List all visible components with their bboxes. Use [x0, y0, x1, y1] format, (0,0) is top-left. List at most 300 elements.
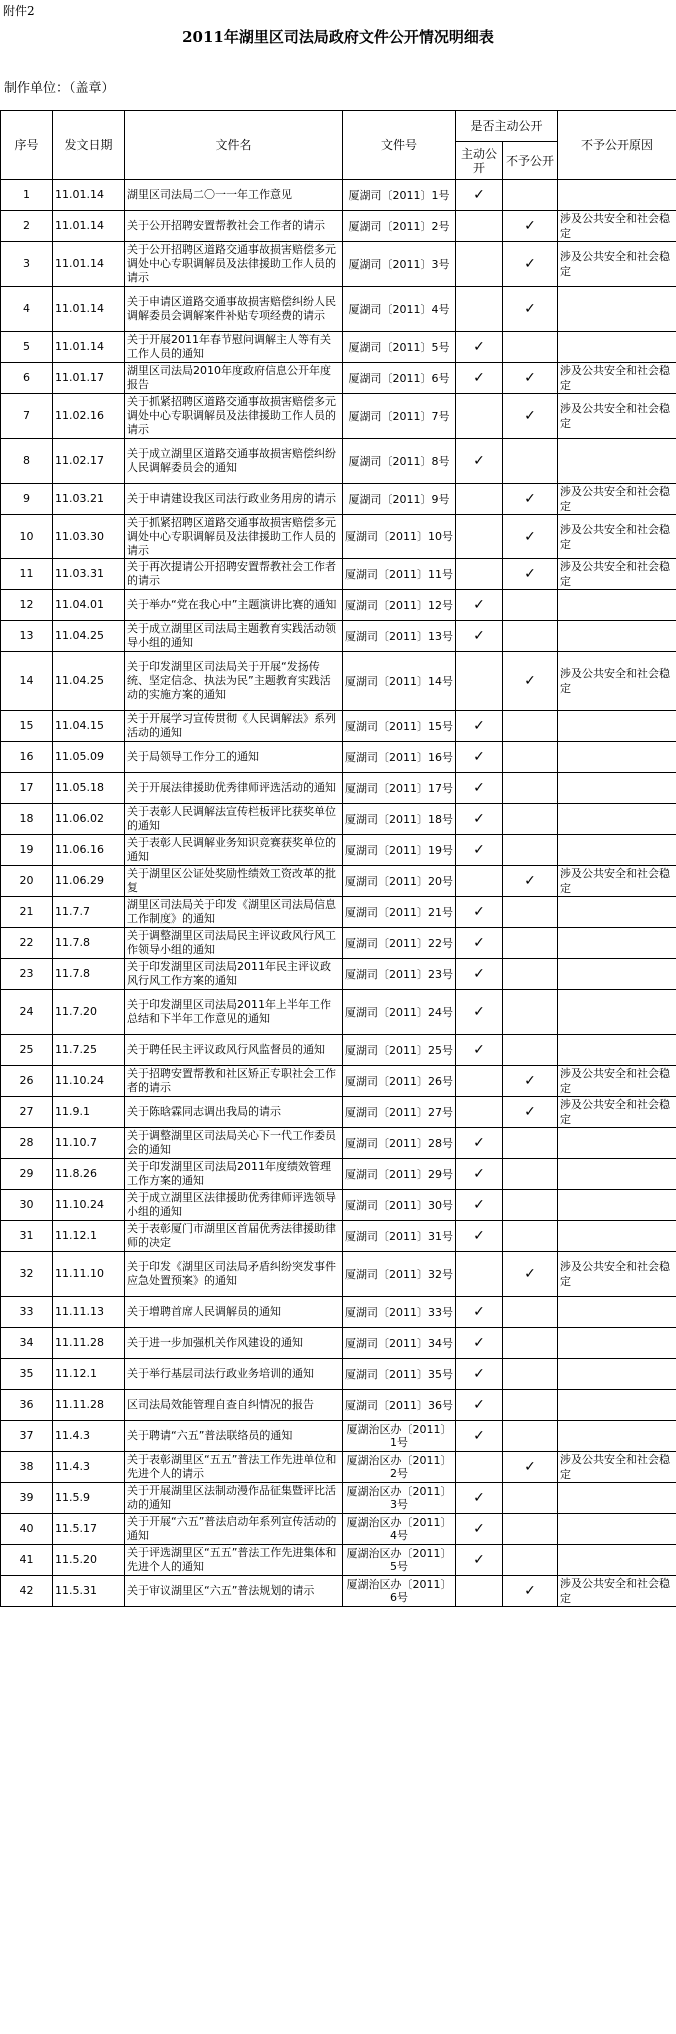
row-not-public-check — [503, 484, 558, 515]
row-doc-number: 厦湖司〔2011〕27号 — [343, 1097, 456, 1128]
row-active-check — [456, 742, 503, 773]
row-active-check — [456, 1297, 503, 1328]
table-row — [1, 1359, 676, 1390]
check-mark-icon: ✓ — [473, 904, 485, 920]
row-no: 14 — [1, 652, 53, 711]
row-date: 11.7.25 — [53, 1035, 125, 1066]
row-no: 35 — [1, 1359, 53, 1390]
check-mark-icon: ✓ — [473, 1135, 485, 1151]
row-active-check — [456, 1545, 503, 1576]
table-row — [1, 363, 676, 394]
disclosure-table — [0, 110, 676, 1607]
row-date: 11.12.1 — [53, 1221, 125, 1252]
check-mark-icon: ✓ — [473, 187, 485, 203]
row-date: 11.5.20 — [53, 1545, 125, 1576]
row-active-check — [456, 1097, 503, 1128]
check-mark-icon: ✓ — [524, 1073, 536, 1089]
row-date: 11.8.26 — [53, 1159, 125, 1190]
check-mark-icon: ✓ — [473, 1004, 485, 1020]
row-doc-number: 厦湖治区办〔2011〕5号 — [343, 1545, 456, 1576]
row-date: 11.4.3 — [53, 1421, 125, 1452]
row-doc-number: 厦湖司〔2011〕24号 — [343, 990, 456, 1035]
row-doc-number: 厦湖司〔2011〕4号 — [343, 287, 456, 332]
row-no: 15 — [1, 711, 53, 742]
row-date: 11.04.25 — [53, 652, 125, 711]
row-doc-name: 关于印发《湖里区司法局矛盾纠纷突发事件应急处置预案》的通知 — [125, 1252, 343, 1297]
row-not-public-check — [503, 1483, 558, 1514]
table-row — [1, 897, 676, 928]
row-no: 22 — [1, 928, 53, 959]
row-no: 12 — [1, 590, 53, 621]
row-date: 11.03.31 — [53, 559, 125, 590]
row-not-public-check — [503, 363, 558, 394]
row-date: 11.03.30 — [53, 515, 125, 559]
check-mark-icon: ✓ — [524, 1583, 536, 1599]
row-not-public-check — [503, 835, 558, 866]
row-reason — [558, 621, 676, 652]
row-date: 11.06.16 — [53, 835, 125, 866]
row-date: 11.5.17 — [53, 1514, 125, 1545]
row-doc-number: 厦湖司〔2011〕3号 — [343, 242, 456, 287]
row-reason: 涉及公共安全和社会稳定 — [558, 1066, 676, 1097]
header-public-group: 是否主动公开 — [456, 111, 558, 142]
row-doc-number: 厦湖司〔2011〕23号 — [343, 959, 456, 990]
row-active-check — [456, 1576, 503, 1607]
row-no: 33 — [1, 1297, 53, 1328]
row-no: 28 — [1, 1128, 53, 1159]
row-active-check — [456, 1066, 503, 1097]
row-active-check — [456, 1514, 503, 1545]
row-date: 11.01.14 — [53, 242, 125, 287]
table-body — [1, 180, 676, 1607]
row-not-public-check — [503, 439, 558, 484]
row-active-check — [456, 804, 503, 835]
row-reason: 涉及公共安全和社会稳定 — [558, 394, 676, 439]
row-date: 11.05.18 — [53, 773, 125, 804]
row-doc-name: 关于公开招聘区道路交通事故损害赔偿多元调处中心专职调解员及法律援助工作人员的请示 — [125, 242, 343, 287]
check-mark-icon: ✓ — [473, 597, 485, 613]
row-no: 8 — [1, 439, 53, 484]
row-not-public-check — [503, 1545, 558, 1576]
table-row — [1, 804, 676, 835]
row-no: 7 — [1, 394, 53, 439]
check-mark-icon: ✓ — [524, 528, 536, 545]
row-doc-number: 厦湖司〔2011〕30号 — [343, 1190, 456, 1221]
row-not-public-check — [503, 959, 558, 990]
row-reason: 涉及公共安全和社会稳定 — [558, 1097, 676, 1128]
table-row — [1, 621, 676, 652]
row-no: 16 — [1, 742, 53, 773]
row-reason — [558, 180, 676, 211]
table-row — [1, 835, 676, 866]
row-active-check — [456, 1128, 503, 1159]
row-no: 11 — [1, 559, 53, 590]
check-mark-icon: ✓ — [473, 1304, 485, 1320]
row-date: 11.04.25 — [53, 621, 125, 652]
row-doc-number: 厦湖治区办〔2011〕3号 — [343, 1483, 456, 1514]
check-mark-icon: ✓ — [473, 453, 485, 469]
row-date: 11.7.20 — [53, 990, 125, 1035]
check-mark-icon: ✓ — [473, 628, 485, 644]
table-row — [1, 1421, 676, 1452]
row-not-public-check — [503, 652, 558, 711]
row-date: 11.10.24 — [53, 1066, 125, 1097]
row-not-public-check — [503, 1421, 558, 1452]
row-not-public-check — [503, 515, 558, 559]
row-not-public-check — [503, 1190, 558, 1221]
row-doc-name: 关于举办“党在我心中”主题演讲比赛的通知 — [125, 590, 343, 621]
row-doc-name: 关于湖里区公证处奖励性绩效工资改革的批复 — [125, 866, 343, 897]
row-doc-number: 厦湖司〔2011〕29号 — [343, 1159, 456, 1190]
row-not-public-check — [503, 1328, 558, 1359]
row-active-check — [456, 332, 503, 363]
table-row — [1, 439, 676, 484]
row-no: 36 — [1, 1390, 53, 1421]
row-not-public-check — [503, 928, 558, 959]
row-not-public-check — [503, 1452, 558, 1483]
row-not-public-check — [503, 394, 558, 439]
row-date: 11.01.17 — [53, 363, 125, 394]
row-doc-name: 关于申请区道路交通事故损害赔偿纠纷人民调解委员会调解案件补贴专项经费的请示 — [125, 287, 343, 332]
row-doc-number: 厦湖司〔2011〕5号 — [343, 332, 456, 363]
row-not-public-check — [503, 1514, 558, 1545]
row-not-public-check — [503, 1390, 558, 1421]
row-reason: 涉及公共安全和社会稳定 — [558, 363, 676, 394]
row-no: 6 — [1, 363, 53, 394]
row-doc-number: 厦湖司〔2011〕32号 — [343, 1252, 456, 1297]
check-mark-icon: ✓ — [524, 370, 536, 386]
row-reason: 涉及公共安全和社会稳定 — [558, 242, 676, 287]
row-doc-name: 关于成立湖里区法律援助优秀律师评选领导小组的通知 — [125, 1190, 343, 1221]
row-no: 34 — [1, 1328, 53, 1359]
row-date: 11.11.10 — [53, 1252, 125, 1297]
row-doc-number: 厦湖司〔2011〕9号 — [343, 484, 456, 515]
row-date: 11.9.1 — [53, 1097, 125, 1128]
row-doc-name: 关于审议湖里区“六五”普法规划的请示 — [125, 1576, 343, 1607]
row-not-public-check — [503, 897, 558, 928]
row-date: 11.5.9 — [53, 1483, 125, 1514]
row-doc-name: 关于评选湖里区“五五”普法工作先进集体和先进个人的通知 — [125, 1545, 343, 1576]
row-reason — [558, 742, 676, 773]
row-doc-name: 关于开展“六五”普法启动年系列宣传活动的通知 — [125, 1514, 343, 1545]
row-reason — [558, 711, 676, 742]
row-doc-name: 区司法局效能管理自查自纠情况的报告 — [125, 1390, 343, 1421]
row-no: 23 — [1, 959, 53, 990]
check-mark-icon: ✓ — [524, 301, 536, 317]
row-reason — [558, 1421, 676, 1452]
row-date: 11.7.7 — [53, 897, 125, 928]
table-row — [1, 1576, 676, 1607]
row-active-check — [456, 1159, 503, 1190]
row-doc-name: 关于印发湖里区司法局关于开展“发扬传统、坚定信念、执法为民”主题教育实践活动的实施方案的通知 — [125, 652, 343, 711]
check-mark-icon: ✓ — [473, 749, 485, 765]
row-reason — [558, 590, 676, 621]
table-row — [1, 1514, 676, 1545]
row-doc-name: 关于局领导工作分工的通知 — [125, 742, 343, 773]
row-not-public-check — [503, 559, 558, 590]
row-doc-name: 关于招聘安置帮教和社区矫正专职社会工作者的请示 — [125, 1066, 343, 1097]
check-mark-icon: ✓ — [524, 566, 536, 582]
row-doc-number: 厦湖司〔2011〕26号 — [343, 1066, 456, 1097]
check-mark-icon: ✓ — [473, 1428, 485, 1444]
row-doc-name: 关于申请建设我区司法行政业务用房的请示 — [125, 484, 343, 515]
attachment-label: 附件2 — [3, 4, 35, 18]
row-no: 39 — [1, 1483, 53, 1514]
row-no: 9 — [1, 484, 53, 515]
row-no: 37 — [1, 1421, 53, 1452]
row-doc-number: 厦湖司〔2011〕8号 — [343, 439, 456, 484]
row-doc-number: 厦湖司〔2011〕35号 — [343, 1359, 456, 1390]
row-doc-number: 厦湖司〔2011〕25号 — [343, 1035, 456, 1066]
row-reason: 涉及公共安全和社会稳定 — [558, 1252, 676, 1297]
row-doc-name: 关于印发湖里区司法局2011年民主评议政风行风工作方案的通知 — [125, 959, 343, 990]
table-row — [1, 287, 676, 332]
row-not-public-check — [503, 711, 558, 742]
row-doc-number: 厦湖司〔2011〕31号 — [343, 1221, 456, 1252]
row-no: 4 — [1, 287, 53, 332]
row-not-public-check — [503, 866, 558, 897]
table-row — [1, 959, 676, 990]
row-reason — [558, 1128, 676, 1159]
row-doc-name: 关于调整湖里区司法局民主评议政风行风工作领导小组的通知 — [125, 928, 343, 959]
check-mark-icon: ✓ — [473, 1335, 485, 1351]
row-doc-name: 关于聘请“六五”普法联络员的通知 — [125, 1421, 343, 1452]
check-mark-icon: ✓ — [524, 1104, 536, 1120]
row-not-public-check — [503, 990, 558, 1035]
row-no: 24 — [1, 990, 53, 1035]
row-reason — [558, 1297, 676, 1328]
header-active: 主动公开 — [456, 142, 503, 180]
row-active-check — [456, 1252, 503, 1297]
row-active-check — [456, 897, 503, 928]
row-active-check — [456, 1421, 503, 1452]
row-reason — [558, 804, 676, 835]
row-not-public-check — [503, 1252, 558, 1297]
row-not-public-check — [503, 1159, 558, 1190]
header-name: 文件名 — [125, 111, 343, 180]
row-active-check — [456, 484, 503, 515]
row-doc-name: 关于再次提请公开招聘安置帮教社会工作者的请示 — [125, 559, 343, 590]
row-not-public-check — [503, 773, 558, 804]
row-active-check — [456, 835, 503, 866]
row-date: 11.01.14 — [53, 211, 125, 242]
row-doc-number: 厦湖司〔2011〕15号 — [343, 711, 456, 742]
row-reason: 涉及公共安全和社会稳定 — [558, 211, 676, 242]
row-doc-name: 关于进一步加强机关作风建设的通知 — [125, 1328, 343, 1359]
row-doc-number: 厦湖司〔2011〕10号 — [343, 515, 456, 559]
row-date: 11.12.1 — [53, 1359, 125, 1390]
row-not-public-check — [503, 332, 558, 363]
row-no: 18 — [1, 804, 53, 835]
row-date: 11.06.29 — [53, 866, 125, 897]
row-not-public-check — [503, 1221, 558, 1252]
row-doc-name: 关于调整湖里区司法局关心下一代工作委员会的通知 — [125, 1128, 343, 1159]
check-mark-icon: ✓ — [473, 1366, 485, 1382]
row-active-check — [456, 211, 503, 242]
row-doc-number: 厦湖司〔2011〕33号 — [343, 1297, 456, 1328]
table-row — [1, 1545, 676, 1576]
row-no: 5 — [1, 332, 53, 363]
row-reason — [558, 773, 676, 804]
row-doc-number: 厦湖司〔2011〕22号 — [343, 928, 456, 959]
check-mark-icon: ✓ — [473, 1197, 485, 1213]
header-doc-no: 文件号 — [343, 111, 456, 180]
table-row — [1, 1297, 676, 1328]
table-row — [1, 990, 676, 1035]
table-row — [1, 515, 676, 559]
check-mark-icon: ✓ — [473, 966, 485, 982]
table-row — [1, 1328, 676, 1359]
row-doc-number: 厦湖司〔2011〕6号 — [343, 363, 456, 394]
table-row — [1, 1190, 676, 1221]
row-date: 11.01.14 — [53, 287, 125, 332]
row-doc-name: 关于表彰厦门市湖里区首届优秀法律援助律师的决定 — [125, 1221, 343, 1252]
row-reason — [558, 1035, 676, 1066]
check-mark-icon: ✓ — [473, 1552, 485, 1568]
row-not-public-check — [503, 1576, 558, 1607]
row-no: 31 — [1, 1221, 53, 1252]
row-doc-name: 关于表彰湖里区“五五”普法工作先进单位和先进个人的请示 — [125, 1452, 343, 1483]
row-active-check — [456, 959, 503, 990]
table-row — [1, 742, 676, 773]
row-not-public-check — [503, 1097, 558, 1128]
row-doc-name: 湖里区司法局关于印发《湖里区司法局信息工作制度》的通知 — [125, 897, 343, 928]
row-active-check — [456, 363, 503, 394]
row-doc-number: 厦湖司〔2011〕20号 — [343, 866, 456, 897]
row-reason — [558, 835, 676, 866]
check-mark-icon: ✓ — [524, 408, 536, 424]
row-not-public-check — [503, 287, 558, 332]
row-reason — [558, 959, 676, 990]
check-mark-icon: ✓ — [473, 1228, 485, 1244]
row-doc-name: 关于成立湖里区司法局主题教育实践活动领导小组的通知 — [125, 621, 343, 652]
check-mark-icon: ✓ — [473, 370, 485, 386]
check-mark-icon: ✓ — [524, 256, 536, 272]
header-reason: 不予公开原因 — [558, 111, 676, 180]
row-active-check — [456, 439, 503, 484]
row-active-check — [456, 1390, 503, 1421]
row-reason: 涉及公共安全和社会稳定 — [558, 515, 676, 559]
check-mark-icon: ✓ — [473, 718, 485, 734]
row-reason — [558, 1545, 676, 1576]
row-doc-number: 厦湖司〔2011〕7号 — [343, 394, 456, 439]
row-active-check — [456, 242, 503, 287]
row-active-check — [456, 990, 503, 1035]
check-mark-icon: ✓ — [524, 673, 536, 689]
row-active-check — [456, 515, 503, 559]
check-mark-icon: ✓ — [473, 1490, 485, 1506]
row-active-check — [456, 711, 503, 742]
row-doc-number: 厦湖治区办〔2011〕6号 — [343, 1576, 456, 1607]
row-doc-number: 厦湖司〔2011〕11号 — [343, 559, 456, 590]
row-doc-name: 关于增聘首席人民调解员的通知 — [125, 1297, 343, 1328]
row-doc-name: 关于抓紧招聘区道路交通事故损害赔偿多元调处中心专职调解员及法律援助工作人员的请示 — [125, 515, 343, 559]
row-reason: 涉及公共安全和社会稳定 — [558, 866, 676, 897]
row-doc-name: 湖里区司法局2010年度政府信息公开年度报告 — [125, 363, 343, 394]
table-row — [1, 1221, 676, 1252]
row-doc-name: 湖里区司法局二〇一一年工作意见 — [125, 180, 343, 211]
row-not-public-check — [503, 621, 558, 652]
row-active-check — [456, 773, 503, 804]
row-reason — [558, 1221, 676, 1252]
row-reason — [558, 990, 676, 1035]
row-no: 20 — [1, 866, 53, 897]
row-doc-name: 关于开展学习宣传贯彻《人民调解法》系列活动的通知 — [125, 711, 343, 742]
row-no: 21 — [1, 897, 53, 928]
check-mark-icon: ✓ — [524, 1459, 536, 1475]
row-no: 10 — [1, 515, 53, 559]
header-no: 序号 — [1, 111, 53, 180]
row-active-check — [456, 1221, 503, 1252]
row-date: 11.02.16 — [53, 394, 125, 439]
row-reason: 涉及公共安全和社会稳定 — [558, 1452, 676, 1483]
row-date: 11.04.01 — [53, 590, 125, 621]
row-no: 30 — [1, 1190, 53, 1221]
row-date: 11.04.15 — [53, 711, 125, 742]
row-reason — [558, 1359, 676, 1390]
row-doc-number: 厦湖司〔2011〕14号 — [343, 652, 456, 711]
row-no: 41 — [1, 1545, 53, 1576]
row-not-public-check — [503, 742, 558, 773]
row-doc-number: 厦湖司〔2011〕16号 — [343, 742, 456, 773]
row-doc-number: 厦湖司〔2011〕21号 — [343, 897, 456, 928]
row-active-check — [456, 394, 503, 439]
row-doc-number: 厦湖司〔2011〕13号 — [343, 621, 456, 652]
unit-label: 制作单位：（盖章） — [4, 81, 115, 96]
row-not-public-check — [503, 804, 558, 835]
row-doc-number: 厦湖司〔2011〕28号 — [343, 1128, 456, 1159]
row-date: 11.11.28 — [53, 1390, 125, 1421]
row-reason: 涉及公共安全和社会稳定 — [558, 652, 676, 711]
row-reason — [558, 897, 676, 928]
table-row — [1, 242, 676, 287]
table-row — [1, 1159, 676, 1190]
row-active-check — [456, 1359, 503, 1390]
row-reason — [558, 1190, 676, 1221]
row-doc-number: 厦湖治区办〔2011〕2号 — [343, 1452, 456, 1483]
row-active-check — [456, 180, 503, 211]
row-date: 11.11.13 — [53, 1297, 125, 1328]
row-date: 11.02.17 — [53, 439, 125, 484]
row-not-public-check — [503, 211, 558, 242]
row-doc-name: 关于开展法律援助优秀律师评选活动的通知 — [125, 773, 343, 804]
row-no: 26 — [1, 1066, 53, 1097]
row-active-check — [456, 1452, 503, 1483]
row-date: 11.11.28 — [53, 1328, 125, 1359]
check-mark-icon: ✓ — [473, 935, 485, 951]
row-doc-name: 关于举行基层司法行政业务培训的通知 — [125, 1359, 343, 1390]
check-mark-icon: ✓ — [473, 811, 485, 827]
row-doc-number: 厦湖治区办〔2011〕4号 — [343, 1514, 456, 1545]
row-date: 11.7.8 — [53, 928, 125, 959]
row-doc-number: 厦湖司〔2011〕34号 — [343, 1328, 456, 1359]
table-row — [1, 1097, 676, 1128]
row-date: 11.7.8 — [53, 959, 125, 990]
header-row — [1, 111, 676, 142]
table-row — [1, 1390, 676, 1421]
table-row — [1, 866, 676, 897]
row-reason — [558, 1328, 676, 1359]
row-not-public-check — [503, 1035, 558, 1066]
row-date: 11.03.21 — [53, 484, 125, 515]
row-date: 11.06.02 — [53, 804, 125, 835]
table-row — [1, 652, 676, 711]
row-active-check — [456, 1035, 503, 1066]
header-date: 发文日期 — [53, 111, 125, 180]
table-row — [1, 1035, 676, 1066]
row-active-check — [456, 590, 503, 621]
row-active-check — [456, 287, 503, 332]
